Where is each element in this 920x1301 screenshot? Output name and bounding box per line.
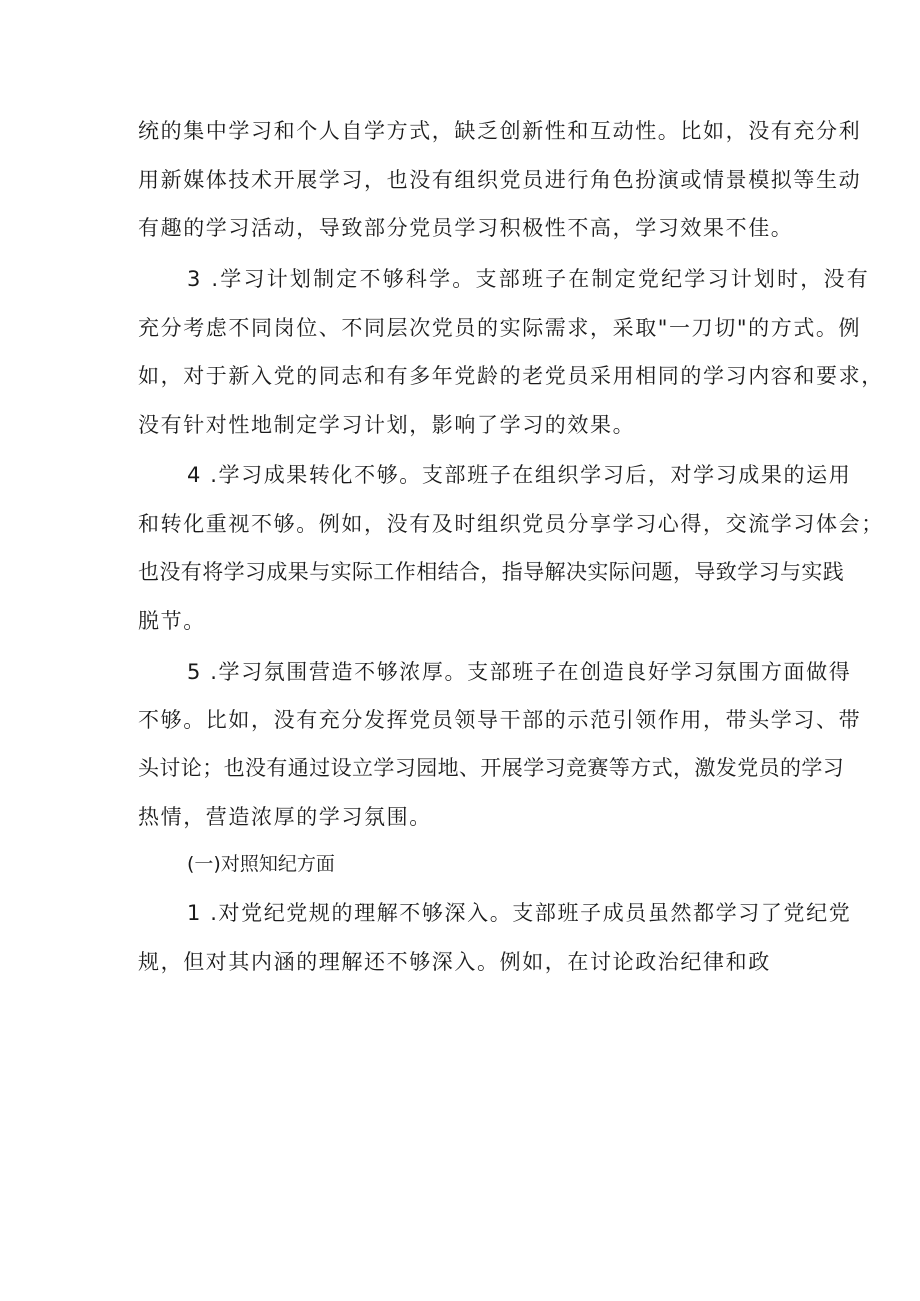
paragraph-line: 也没有将学习成果与实际工作相结合，指导解决实际问题，导致学习与实践 bbox=[138, 560, 845, 584]
paragraph-line: 不够。比如，没有充分发挥党员领导干部的示范引领作用，带头学习、带 bbox=[138, 708, 862, 732]
paragraph-line: 用新媒体技术开展学习，也没有组织党员进行角色扮演或情景模拟等生动 bbox=[138, 168, 862, 192]
paragraph-line: 规，但对其内涵的理解还不够深入。例如，在讨论政治纪律和政 bbox=[138, 950, 771, 974]
paragraph-line: 4 .学习成果转化不够。支部班子在组织学习后，对学习成果的运用 bbox=[187, 463, 852, 487]
paragraph-line: 没有针对性地制定学习计划，影响了学习的效果。 bbox=[138, 413, 636, 437]
paragraph-line: 头讨论；也没有通过设立学习园地、开展学习竞赛等方式，激发党员的学习 bbox=[138, 756, 845, 780]
paragraph-line: 有趣的学习活动，导致部分党员学习积极性不高，学习效果不佳。 bbox=[138, 216, 794, 240]
paragraph-line: 统的集中学习和个人自学方式，缺乏创新性和互动性。比如，没有充分利 bbox=[138, 119, 862, 143]
paragraph-line: 脱节。 bbox=[138, 609, 206, 633]
paragraph-line: 如，对于新入党的同志和有多年党龄的老党员采用相同的学习内容和要求， bbox=[138, 364, 884, 388]
paragraph-line: 和转化重视不够。例如，没有及时组织党员分享学习心得，交流学习体会； bbox=[138, 512, 884, 536]
paragraph-line: 5 .学习氛围营造不够浓厚。支部班子在创造良好学习氛围方面做得 bbox=[187, 660, 852, 684]
paragraph-line: 3 .学习计划制定不够科学。支部班子在制定党纪学习计划时，没有 bbox=[187, 267, 870, 291]
section-heading: (一)对照知纪方面 bbox=[187, 853, 335, 875]
paragraph-line: 充分考虑不同岗位、不同层次党员的实际需求，采取"一刀切"的方式。例 bbox=[138, 316, 862, 340]
paragraph-line: 热情，营造浓厚的学习氛围。 bbox=[138, 805, 432, 829]
paragraph-line: 1 .对党纪党规的理解不够深入。支部班子成员虽然都学习了党纪党 bbox=[187, 901, 852, 925]
